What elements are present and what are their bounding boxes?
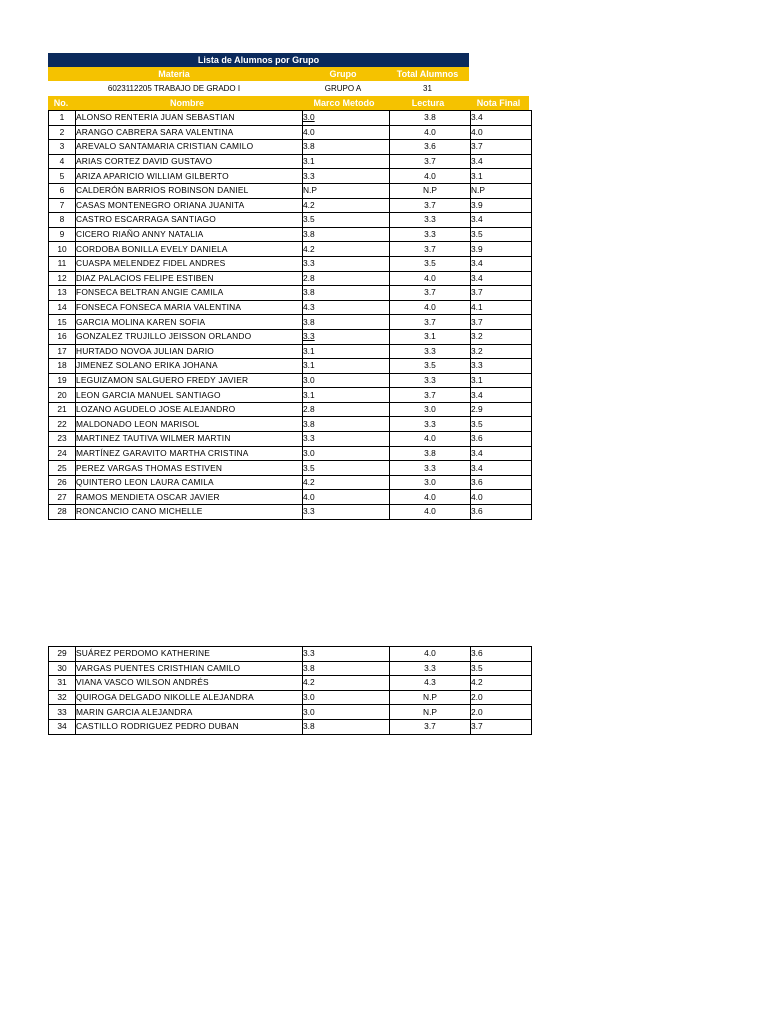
marco-metodo-grade: 3.0 (303, 111, 390, 126)
row-number: 15 (49, 315, 76, 330)
table-row (49, 359, 532, 374)
student-name: CASTILLO RODRIGUEZ PEDRO DUBAN (76, 719, 303, 734)
table-row (49, 388, 532, 403)
nota-final-grade: 3.7 (471, 315, 532, 330)
student-name: CORDOBA BONILLA EVELY DANIELA (76, 242, 303, 257)
student-name: MARIN GARCIA ALEJANDRA (76, 705, 303, 720)
table-row (49, 461, 532, 476)
lectura-grade: 3.7 (390, 154, 471, 169)
table-row (49, 213, 532, 228)
marco-metodo-grade: 3.1 (303, 388, 390, 403)
student-name: QUINTERO LEON LAURA CAMILA (76, 475, 303, 490)
nota-final-grade: 3.6 (471, 432, 532, 447)
nota-final-grade: 3.4 (471, 213, 532, 228)
table-row (49, 417, 532, 432)
row-number: 28 (49, 505, 76, 520)
marco-metodo-grade: 3.3 (303, 647, 390, 662)
nota-final-grade: N.P (471, 183, 532, 198)
row-number: 8 (49, 213, 76, 228)
lectura-grade: N.P (390, 705, 471, 720)
lectura-grade: 4.0 (390, 125, 471, 140)
lectura-grade: 3.3 (390, 373, 471, 388)
table-row (49, 475, 532, 490)
nota-final-grade: 3.6 (471, 647, 532, 662)
lectura-grade: N.P (390, 183, 471, 198)
row-number: 19 (49, 373, 76, 388)
row-number: 29 (49, 647, 76, 662)
row-number: 21 (49, 402, 76, 417)
marco-metodo-grade: 3.0 (303, 705, 390, 720)
table-row (49, 183, 532, 198)
marco-metodo-grade: 3.8 (303, 315, 390, 330)
table-row (49, 256, 532, 271)
student-name: VIANA VASCO WILSON ANDRÉS (76, 676, 303, 691)
student-name: SUÁREZ PERDOMO KATHERINE (76, 647, 303, 662)
marco-metodo-grade: 3.0 (303, 446, 390, 461)
marco-metodo-grade: 4.0 (303, 125, 390, 140)
marco-metodo-grade: 2.8 (303, 271, 390, 286)
lectura-grade: 3.7 (390, 315, 471, 330)
lectura-grade: 3.0 (390, 402, 471, 417)
table-row (49, 344, 532, 359)
nota-final-grade: 3.2 (471, 329, 532, 344)
lectura-grade: 3.8 (390, 111, 471, 126)
lectura-grade: 3.5 (390, 256, 471, 271)
marco-metodo-grade: 3.3 (303, 256, 390, 271)
row-number: 24 (49, 446, 76, 461)
table-row (49, 227, 532, 242)
nota-final-grade: 2.0 (471, 705, 532, 720)
marco-metodo-grade: 3.8 (303, 140, 390, 155)
lectura-grade: 3.3 (390, 661, 471, 676)
marco-metodo-grade: 2.8 (303, 402, 390, 417)
marco-metodo-grade: 3.1 (303, 154, 390, 169)
lectura-grade: 3.7 (390, 286, 471, 301)
marco-metodo-grade: 3.5 (303, 213, 390, 228)
nota-final-grade: 3.6 (471, 505, 532, 520)
row-number: 18 (49, 359, 76, 374)
lectura-grade: 3.3 (390, 213, 471, 228)
marco-metodo-grade: 3.3 (303, 169, 390, 184)
marco-metodo-grade: 4.0 (303, 490, 390, 505)
table-row (49, 140, 532, 155)
nota-final-grade: 3.5 (471, 417, 532, 432)
list-title: Lista de Alumnos por Grupo (48, 53, 469, 67)
marco-metodo-grade: 3.3 (303, 432, 390, 447)
row-number: 17 (49, 344, 76, 359)
table-row (49, 490, 532, 505)
lectura-grade: 4.0 (390, 490, 471, 505)
row-number: 23 (49, 432, 76, 447)
nota-final-grade: 3.5 (471, 227, 532, 242)
student-name: CASAS MONTENEGRO ORIANA JUANITA (76, 198, 303, 213)
nota-final-grade: 3.3 (471, 359, 532, 374)
lectura-grade: 3.7 (390, 242, 471, 257)
header-labels-row (48, 67, 469, 81)
nota-final-grade: 3.4 (471, 388, 532, 403)
lectura-grade: 3.8 (390, 446, 471, 461)
lectura-grade: 4.0 (390, 432, 471, 447)
table-row (49, 329, 532, 344)
lectura-grade: 3.3 (390, 344, 471, 359)
nota-final-grade: 3.1 (471, 373, 532, 388)
table-row (49, 505, 532, 520)
lectura-grade: 4.0 (390, 271, 471, 286)
marco-metodo-grade: 3.8 (303, 227, 390, 242)
student-name: HURTADO NOVOA JULIAN DARIO (76, 344, 303, 359)
nota-final-grade: 3.7 (471, 140, 532, 155)
materia-value: 6023112205 TRABAJO DE GRADO I (107, 84, 241, 93)
marco-metodo-grade: 4.2 (303, 198, 390, 213)
marco-metodo-grade: 4.2 (303, 242, 390, 257)
nota-final-grade: 3.9 (471, 242, 532, 257)
row-number: 31 (49, 676, 76, 691)
table-row (49, 705, 532, 720)
col-no-header: No. (53, 98, 69, 108)
student-name: MALDONADO LEON MARISOL (76, 417, 303, 432)
grupo-value: GRUPO A (324, 84, 362, 93)
lectura-grade: 4.0 (390, 505, 471, 520)
table-row (49, 300, 532, 315)
student-name: DIAZ PALACIOS FELIPE ESTIBEN (76, 271, 303, 286)
student-name: GARCIA MOLINA KAREN SOFIA (76, 315, 303, 330)
table-row (49, 111, 532, 126)
marco-metodo-grade: 3.1 (303, 359, 390, 374)
nota-final-grade: 3.9 (471, 198, 532, 213)
nota-final-grade: 2.0 (471, 690, 532, 705)
table-row (49, 169, 532, 184)
col-nota-header: Nota Final (476, 98, 521, 108)
student-name: AREVALO SANTAMARIA CRISTIAN CAMILO (76, 140, 303, 155)
table-row (49, 242, 532, 257)
table-row (49, 719, 532, 734)
row-number: 20 (49, 388, 76, 403)
lectura-grade: 3.7 (390, 719, 471, 734)
marco-metodo-grade: 4.3 (303, 300, 390, 315)
nota-final-grade: 3.4 (471, 461, 532, 476)
row-number: 10 (49, 242, 76, 257)
marco-metodo-grade: 3.8 (303, 719, 390, 734)
student-name: RAMOS MENDIETA OSCAR JAVIER (76, 490, 303, 505)
student-name: LOZANO AGUDELO JOSE ALEJANDRO (76, 402, 303, 417)
nota-final-grade: 3.1 (471, 169, 532, 184)
student-name: MARTINEZ TAUTIVA WILMER MARTIN (76, 432, 303, 447)
nota-final-grade: 2.9 (471, 402, 532, 417)
lectura-grade: N.P (390, 690, 471, 705)
row-number: 12 (49, 271, 76, 286)
row-number: 7 (49, 198, 76, 213)
student-name: QUIROGA DELGADO NIKOLLE ALEJANDRA (76, 690, 303, 705)
table-row (49, 315, 532, 330)
row-number: 27 (49, 490, 76, 505)
row-number: 4 (49, 154, 76, 169)
table-row (49, 286, 532, 301)
nota-final-grade: 4.0 (471, 125, 532, 140)
student-name: ARIZA APARICIO WILLIAM GILBERTO (76, 169, 303, 184)
nota-final-grade: 3.4 (471, 111, 532, 126)
table-row (49, 154, 532, 169)
marco-metodo-grade: 3.8 (303, 286, 390, 301)
nota-final-grade: 3.4 (471, 154, 532, 169)
lectura-grade: 3.3 (390, 227, 471, 242)
marco-metodo-grade: 3.0 (303, 373, 390, 388)
student-name: CICERO RIAÑO ANNY NATALIA (76, 227, 303, 242)
nota-final-grade: 3.7 (471, 719, 532, 734)
table-row (49, 432, 532, 447)
lectura-grade: 4.0 (390, 647, 471, 662)
total-label: Total Alumnos (396, 69, 459, 79)
table-row (49, 661, 532, 676)
nota-final-grade: 4.2 (471, 676, 532, 691)
marco-metodo-grade: 4.2 (303, 475, 390, 490)
lectura-grade: 4.3 (390, 676, 471, 691)
marco-metodo-grade: 4.2 (303, 676, 390, 691)
col-nombre-header: Nombre (169, 98, 204, 108)
row-number: 33 (49, 705, 76, 720)
table-row (49, 676, 532, 691)
row-number: 2 (49, 125, 76, 140)
row-number: 13 (49, 286, 76, 301)
student-name: FONSECA BELTRAN ANGIE CAMILA (76, 286, 303, 301)
lectura-grade: 3.7 (390, 198, 471, 213)
student-name: JIMENEZ SOLANO ERIKA JOHANA (76, 359, 303, 374)
table-row (49, 373, 532, 388)
student-name: LEON GARCIA MANUEL SANTIAGO (76, 388, 303, 403)
row-number: 26 (49, 475, 76, 490)
nota-final-grade: 4.0 (471, 490, 532, 505)
total-value: 31 (423, 84, 432, 93)
nota-final-grade: 3.5 (471, 661, 532, 676)
student-name: GONZALEZ TRUJILLO JEISSON ORLANDO (76, 329, 303, 344)
row-number: 34 (49, 719, 76, 734)
table-row (49, 271, 532, 286)
grupo-label: Grupo (329, 69, 357, 79)
table-row (49, 402, 532, 417)
row-number: 9 (49, 227, 76, 242)
row-number: 6 (49, 183, 76, 198)
students-table-part1 (48, 110, 532, 520)
lectura-grade: 3.5 (390, 359, 471, 374)
row-number: 14 (49, 300, 76, 315)
student-name: LEGUIZAMON SALGUERO FREDY JAVIER (76, 373, 303, 388)
row-number: 5 (49, 169, 76, 184)
lectura-grade: 3.3 (390, 461, 471, 476)
student-name: RONCANCIO CANO MICHELLE (76, 505, 303, 520)
nota-final-grade: 3.4 (471, 446, 532, 461)
marco-metodo-grade: N.P (303, 183, 390, 198)
lectura-grade: 3.6 (390, 140, 471, 155)
nota-final-grade: 3.6 (471, 475, 532, 490)
student-name: VARGAS PUENTES CRISTHIAN CAMILO (76, 661, 303, 676)
nota-final-grade: 3.2 (471, 344, 532, 359)
row-number: 1 (49, 111, 76, 126)
table-row (49, 125, 532, 140)
marco-metodo-grade: 3.0 (303, 690, 390, 705)
row-number: 3 (49, 140, 76, 155)
row-number: 16 (49, 329, 76, 344)
student-name: CALDERÓN BARRIOS ROBINSON DANIEL (76, 183, 303, 198)
student-name: MARTÍNEZ GARAVITO MARTHA CRISTINA (76, 446, 303, 461)
nota-final-grade: 3.4 (471, 271, 532, 286)
header-values-row (48, 82, 469, 95)
lectura-grade: 3.3 (390, 417, 471, 432)
table-row (49, 446, 532, 461)
row-number: 11 (49, 256, 76, 271)
student-name: CUASPA MELENDEZ FIDEL ANDRES (76, 256, 303, 271)
student-name: ALONSO RENTERIA JUAN SEBASTIAN (76, 111, 303, 126)
marco-metodo-grade: 3.8 (303, 417, 390, 432)
student-name: ARIAS CORTEZ DAVID GUSTAVO (76, 154, 303, 169)
lectura-grade: 4.0 (390, 300, 471, 315)
table-row (49, 690, 532, 705)
marco-metodo-grade: 3.3 (303, 329, 390, 344)
row-number: 32 (49, 690, 76, 705)
marco-metodo-grade: 3.1 (303, 344, 390, 359)
table-row (49, 647, 532, 662)
row-number: 25 (49, 461, 76, 476)
marco-metodo-grade: 3.8 (303, 661, 390, 676)
lectura-grade: 3.0 (390, 475, 471, 490)
column-header-row (48, 96, 529, 110)
lectura-grade: 3.7 (390, 388, 471, 403)
students-table-part2 (48, 646, 532, 735)
nota-final-grade: 4.1 (471, 300, 532, 315)
student-name: FONSECA FONSECA MARIA VALENTINA (76, 300, 303, 315)
student-name: ARANGO CABRERA SARA VALENTINA (76, 125, 303, 140)
marco-metodo-grade: 3.5 (303, 461, 390, 476)
nota-final-grade: 3.7 (471, 286, 532, 301)
student-name: CASTRO ESCARRAGA SANTIAGO (76, 213, 303, 228)
col-lectura-header: Lectura (411, 98, 445, 108)
col-marco-header: Marco Metodo (313, 98, 375, 108)
lectura-grade: 3.1 (390, 329, 471, 344)
table-row (49, 198, 532, 213)
row-number: 22 (49, 417, 76, 432)
marco-metodo-grade: 3.3 (303, 505, 390, 520)
lectura-grade: 4.0 (390, 169, 471, 184)
nota-final-grade: 3.4 (471, 256, 532, 271)
materia-label: Materia (158, 69, 190, 79)
row-number: 30 (49, 661, 76, 676)
student-name: PEREZ VARGAS THOMAS ESTIVEN (76, 461, 303, 476)
